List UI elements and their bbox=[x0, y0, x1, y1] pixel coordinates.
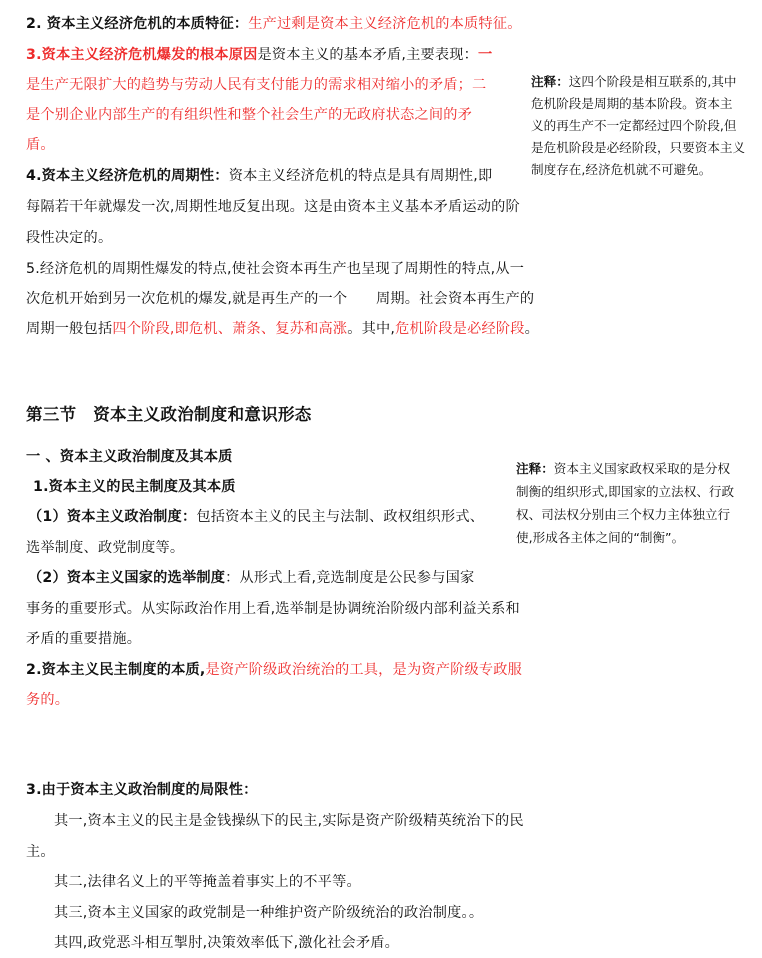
crisis-note-line-4: 是危机阶段是必经阶段，只要资本主义 bbox=[531, 140, 746, 155]
crisis-item-5-line-2: 次危机开始到另一次危机的爆发,就是再生产的一个 周期。社会资本再生产的 bbox=[26, 291, 535, 307]
limitation-point-2: 其二,法律名义上的平等掩盖着事实上的不平等。 bbox=[54, 874, 361, 890]
crisis-item-2-text: 生产过剩是资本主义经济危机的本质特征。 bbox=[248, 16, 522, 32]
crisis-item-3-label: 3.资本主义经济危机爆发的根本原因 bbox=[26, 47, 258, 63]
crisis-item-5-red-1: 四个阶段,即危机、萧条、复苏和高涨 bbox=[112, 321, 348, 337]
political-note-line-4: 使,形成各主体之间的“制衡”。 bbox=[516, 530, 685, 545]
crisis-item-3-line-3: 是个别企业内部生产的有组织性和整个社会生产的无政府状态之间的矛 bbox=[26, 107, 473, 123]
crisis-note-line-2: 危机阶段是周期的基本阶段。资本主 bbox=[531, 96, 733, 111]
political-system-p1-line-1 bbox=[28, 507, 484, 527]
limitation-point-1: 其一,资本主义的民主是金钱操纵下的民主,实际是资产阶级精英统治下的民 bbox=[54, 813, 524, 829]
crisis-item-4-label: 4.资本主义经济危机的周期性： bbox=[26, 168, 229, 184]
political-note-line-3: 权、司法权分别由三个权力主体独立行 bbox=[516, 507, 731, 522]
crisis-note-text: 这四个阶段是相互联系的,其中 bbox=[568, 74, 737, 89]
crisis-item-5-line-1: 5.经济危机的周期性爆发的特点,使社会资本再生产也呈现了周期性的特点,从一 bbox=[26, 261, 525, 277]
p1-label: （1）资本主义政治制度： bbox=[28, 509, 197, 525]
crisis-note-line-1 bbox=[531, 72, 737, 92]
democracy-essence-text: 是资产阶级政治统治的工具，是为资产阶级专政服 bbox=[205, 662, 523, 678]
section-title: 第三节 资本主义政治制度和意识形态 bbox=[26, 405, 312, 424]
democracy-essence-label: 2.资本主义民主制度的本质, bbox=[26, 662, 206, 678]
political-note-line-1 bbox=[516, 459, 730, 479]
crisis-item-3-line-1 bbox=[26, 45, 492, 65]
crisis-item-5-line-3 bbox=[26, 319, 539, 339]
crisis-item-5-text-b: 。其中, bbox=[347, 321, 396, 337]
p2-text: ：从形式上看,竞选制度是公民参与国家 bbox=[225, 570, 475, 586]
political-note-line-2: 制衡的组织形式,即国家的立法权、行政 bbox=[516, 484, 735, 499]
crisis-item-4-line-3: 段性决定的。 bbox=[26, 230, 113, 246]
crisis-item-3-line-4: 盾。 bbox=[26, 137, 55, 153]
crisis-note-line-3: 义的再生产不一定都经过四个阶段,但 bbox=[531, 118, 737, 133]
crisis-item-5-text-c: 。 bbox=[524, 321, 540, 337]
limitations-title: 3.由于资本主义政治制度的局限性： bbox=[26, 782, 258, 798]
political-system-p2-line-2: 事务的重要形式。从实际政治作用上看,选举制是协调统治阶级内部利益关系和 bbox=[26, 601, 520, 617]
subsection-title-1: 一 、资本主义政治制度及其本质 bbox=[26, 449, 233, 465]
political-note-text: 资本主义国家政权采取的是分权 bbox=[553, 461, 731, 476]
political-note-label: 注释： bbox=[516, 461, 554, 476]
crisis-note-line-5: 制度存在,经济危机就不可避免。 bbox=[531, 162, 712, 177]
crisis-item-2-label: 2. 资本主义经济危机的本质特征： bbox=[26, 16, 249, 32]
limitation-point-4: 其四,政党恶斗相互掣肘,决策效率低下,激化社会矛盾。 bbox=[54, 935, 400, 951]
democracy-essence-line-2: 务的。 bbox=[26, 692, 70, 708]
crisis-item-3-text-b1: 一 bbox=[478, 47, 493, 63]
crisis-item-2 bbox=[26, 14, 522, 34]
crisis-item-5-red-2: 危机阶段是必经阶段 bbox=[395, 321, 525, 337]
political-system-p2-line-3: 矛盾的重要措施。 bbox=[26, 631, 142, 647]
crisis-item-3-text-a: 是资本主义的基本矛盾,主要表现： bbox=[257, 47, 479, 63]
crisis-item-4-line-1 bbox=[26, 166, 492, 186]
political-system-p2-line-1 bbox=[28, 568, 474, 588]
p1-text: 包括资本主义的民主与法制、政权组织形式、 bbox=[196, 509, 485, 525]
limitation-point-3: 其三,资本主义国家的政党制是一种维护资产阶级统治的政治制度。。 bbox=[54, 905, 484, 921]
subsection-title-1-1: 1.资本主义的民主制度及其本质 bbox=[33, 479, 236, 495]
p2-label: （2）资本主义国家的选举制度 bbox=[28, 570, 226, 586]
limitation-point-1-cont: 主。 bbox=[26, 844, 55, 860]
crisis-item-4-text-a: 资本主义经济危机的特点是具有周期性,即 bbox=[228, 168, 493, 184]
crisis-item-4-line-2: 每隔若干年就爆发一次,周期性地反复出现。这是由资本主义基本矛盾运动的阶 bbox=[26, 199, 520, 215]
crisis-item-5-text-a: 周期一般包括 bbox=[26, 321, 113, 337]
democracy-essence-line-1 bbox=[26, 660, 522, 680]
crisis-note-label: 注释： bbox=[531, 74, 569, 89]
political-system-p1-line-2: 选举制度、政党制度等。 bbox=[26, 540, 185, 556]
crisis-item-3-line-2: 是生产无限扩大的趋势与劳动人民有支付能力的需求相对缩小的矛盾；二 bbox=[26, 77, 487, 93]
